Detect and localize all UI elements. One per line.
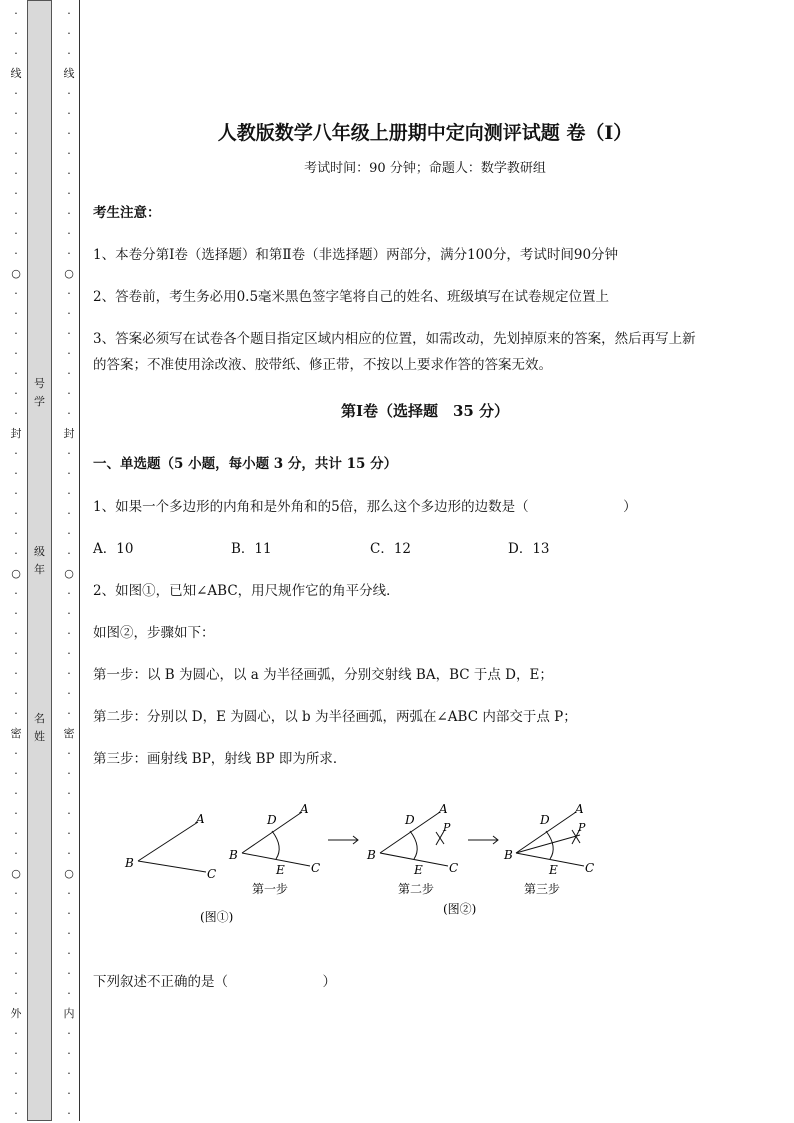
section-title: 第Ⅰ卷（选择题 35 分） [340, 402, 510, 420]
binding-dot: · [67, 987, 71, 1000]
binding-dot: · [14, 47, 18, 60]
q2-intro: 如图②，步骤如下： [93, 625, 215, 641]
binding-dot: · [67, 1107, 71, 1120]
binding-dot: · [67, 27, 71, 40]
binding-dot: · [14, 1087, 18, 1100]
q2-step-2: 第二步：分别以 D，E 为圆心，以 b 为半径画弧，两弧在∠ABC 内部交于点 P； [93, 709, 577, 725]
page-title: 人教版数学八年级上册期中定向测评试题 卷（Ⅰ） [217, 122, 633, 144]
binding-dot: · [14, 1027, 18, 1040]
binding-dot: · [14, 1047, 18, 1060]
binding-dot: · [14, 907, 18, 920]
q1-option-a: A．10 [93, 541, 134, 557]
binding-dot: · [67, 367, 71, 380]
binding-dot: · [14, 707, 18, 720]
binding-dot: · [14, 87, 18, 100]
binding-label: ○ [11, 867, 21, 880]
binding-dot: · [14, 947, 18, 960]
step2-label-b: B [367, 848, 376, 862]
binding-dot: · [67, 447, 71, 460]
binding-label: 密 [63, 727, 75, 740]
step3-label-c: C [585, 861, 595, 875]
class-text: 级年 [34, 545, 45, 576]
binding-dot: · [67, 227, 71, 240]
q1-option-d: D．13 [508, 541, 550, 557]
binding-dot: · [14, 407, 18, 420]
step2-label: 第二步 [398, 882, 435, 896]
step3-label-d: D [540, 813, 550, 827]
binding-dot: · [67, 527, 71, 540]
step3-label-b: B [504, 848, 513, 862]
step1-label: 第一步 [252, 882, 289, 896]
binding-dot: · [14, 287, 18, 300]
binding-dot: · [67, 407, 71, 420]
binding-dot: · [67, 507, 71, 520]
binding-dot: · [14, 167, 18, 180]
step2-label-a: A [439, 802, 448, 816]
binding-dot: · [67, 827, 71, 840]
student-number-text: 号学 [34, 377, 45, 408]
binding-dot: · [14, 7, 18, 20]
fig1-caption: (图①) [200, 910, 234, 924]
binding-label: ○ [11, 567, 21, 580]
q2-question: 下列叙述不正确的是（ ） [93, 974, 336, 990]
binding-dot: · [67, 887, 71, 900]
binding-dot: · [67, 327, 71, 340]
binding-dot: · [67, 1047, 71, 1060]
binding-label: 线 [63, 67, 75, 80]
q1-option-c: C．12 [370, 541, 412, 557]
binding-dot: · [14, 587, 18, 600]
question-1: 1、如果一个多边形的内角和是外角和的5倍，那么这个多边形的边数是（ ） [93, 499, 637, 515]
notice-item-3: 3、答案必须写在试卷各个题目指定区域内相应的位置，如需改动，先划掉原来的答案，然后再写上新 [93, 331, 696, 347]
binding-dot: · [14, 207, 18, 220]
binding-dot: · [14, 827, 18, 840]
binding-dot: · [14, 527, 18, 540]
binding-dot: · [67, 687, 71, 700]
binding-rule [79, 0, 80, 1121]
binding-dot: · [67, 1027, 71, 1040]
fig1-label-c: C [207, 867, 217, 881]
binding-dot: · [14, 927, 18, 940]
binding-dot: · [67, 1087, 71, 1100]
binding-label: 密 [10, 727, 22, 740]
binding-dot: · [67, 587, 71, 600]
binding-dot: · [67, 947, 71, 960]
binding-dot: · [67, 187, 71, 200]
binding-label: 封 [63, 427, 75, 440]
binding-label: ○ [11, 267, 21, 280]
q2-step-1: 第一步：以 B 为圆心，以 a 为半径画弧，分别交射线 BA，BC 于点 D，E； [93, 667, 553, 683]
binding-dot: · [67, 347, 71, 360]
binding-dot: · [67, 547, 71, 560]
binding-dot: · [67, 647, 71, 660]
step1-label-e: E [276, 863, 285, 877]
step1-label-d: D [267, 813, 277, 827]
binding-dot: · [14, 187, 18, 200]
step2-label-d: D [405, 813, 415, 827]
binding-dot: · [14, 887, 18, 900]
binding-dot: · [14, 247, 18, 260]
binding-dot: · [67, 607, 71, 620]
binding-dot: · [67, 107, 71, 120]
notice-item-2: 2、答卷前，考生务必用0.5毫米黑色签字笔将自己的姓名、班级填写在试卷规定位置上 [93, 289, 610, 305]
binding-label: ○ [64, 267, 74, 280]
binding-dot: · [14, 1067, 18, 1080]
binding-dot: · [14, 307, 18, 320]
binding-dot: · [67, 807, 71, 820]
step2-label-c: C [449, 861, 459, 875]
question-2: 2、如图①，已知∠ABC，用尺规作它的角平分线． [93, 583, 400, 599]
part-heading: 一、单选题（5 小题，每小题 3 分，共计 15 分） [93, 456, 398, 472]
step1-label-a: A [300, 802, 309, 816]
step3-construction [516, 812, 584, 866]
fig2-caption: (图②) [443, 902, 477, 916]
binding-dot: · [67, 667, 71, 680]
binding-dot: · [67, 207, 71, 220]
binding-dot: · [14, 847, 18, 860]
binding-dot: · [14, 447, 18, 460]
binding-label: ○ [64, 867, 74, 880]
binding-dot: · [67, 287, 71, 300]
binding-dot: · [14, 27, 18, 40]
binding-label: 外 [10, 1007, 22, 1020]
binding-dot: · [14, 987, 18, 1000]
binding-label: 内 [63, 1007, 75, 1020]
binding-dot: · [67, 847, 71, 860]
binding-dot: · [14, 787, 18, 800]
binding-dot: · [14, 1107, 18, 1120]
step3-label-p: P [578, 821, 586, 834]
binding-dot: · [67, 747, 71, 760]
step3-label-a: A [575, 802, 584, 816]
step2-label-e: E [414, 863, 423, 877]
binding-dot: · [14, 227, 18, 240]
q1-option-b: B．11 [231, 541, 272, 557]
arrow-1-icon [328, 836, 358, 844]
student-number-label [27, 375, 52, 411]
binding-dot: · [14, 667, 18, 680]
binding-dot: · [67, 87, 71, 100]
binding-dot: · [67, 387, 71, 400]
binding-dot: · [14, 367, 18, 380]
binding-dot: · [14, 967, 18, 980]
binding-dot: · [67, 1067, 71, 1080]
figure-1-angle [138, 822, 206, 872]
binding-dot: · [14, 127, 18, 140]
binding-dot: · [67, 907, 71, 920]
step3-label-e: E [549, 863, 558, 877]
binding-label: 封 [10, 427, 22, 440]
binding-dot: · [67, 767, 71, 780]
binding-dot: · [14, 607, 18, 620]
binding-dot: · [14, 627, 18, 640]
angle-bisector-figure [110, 795, 610, 930]
binding-dot: · [14, 107, 18, 120]
binding-dot: · [14, 327, 18, 340]
outer-binding-column [10, 0, 22, 1123]
class-label [27, 543, 52, 579]
arrow-2-icon [468, 836, 498, 844]
fig1-label-b: B [125, 856, 134, 870]
step1-label-c: C [311, 861, 321, 875]
binding-dot: · [67, 967, 71, 980]
binding-dot: · [14, 387, 18, 400]
fig1-label-a: A [196, 812, 205, 826]
binding-dot: · [67, 7, 71, 20]
inner-binding-column [63, 0, 75, 1123]
binding-dot: · [67, 307, 71, 320]
binding-dot: · [67, 167, 71, 180]
binding-dot: · [67, 467, 71, 480]
binding-label: 线 [10, 67, 22, 80]
binding-label: ○ [64, 567, 74, 580]
q2-step-3: 第三步：画射线 BP，射线 BP 即为所求． [93, 751, 347, 767]
binding-dot: · [14, 687, 18, 700]
step1-label-b: B [229, 848, 238, 862]
step3-label: 第三步 [524, 882, 561, 896]
binding-dot: · [14, 747, 18, 760]
binding-dot: · [67, 127, 71, 140]
binding-dot: · [14, 147, 18, 160]
binding-dot: · [67, 627, 71, 640]
binding-dot: · [14, 347, 18, 360]
step2-label-p: P [443, 821, 451, 834]
binding-dot: · [14, 487, 18, 500]
binding-dot: · [67, 487, 71, 500]
binding-dot: · [67, 147, 71, 160]
name-text: 名姓 [34, 712, 45, 743]
name-label [27, 710, 52, 746]
binding-dot: · [14, 467, 18, 480]
notice-item-1: 1、本卷分第Ⅰ卷（选择题）和第Ⅱ卷（非选择题）两部分，满分100分，考试时间90分钟 [93, 247, 619, 263]
binding-dot: · [14, 767, 18, 780]
binding-dot: · [67, 707, 71, 720]
binding-dot: · [67, 787, 71, 800]
binding-dot: · [67, 47, 71, 60]
binding-dot: · [14, 507, 18, 520]
binding-dot: · [67, 247, 71, 260]
binding-dot: · [14, 647, 18, 660]
binding-dot: · [14, 547, 18, 560]
binding-dot: · [67, 927, 71, 940]
binding-dot: · [14, 807, 18, 820]
notice-item-3-cont: 的答案；不准使用涂改液、胶带纸、修正带，不按以上要求作答的答案无效。 [93, 357, 552, 373]
page-subtitle: 考试时间：90 分钟；命题人：数学教研组 [304, 161, 546, 176]
notice-heading: 考生注意： [93, 205, 161, 221]
